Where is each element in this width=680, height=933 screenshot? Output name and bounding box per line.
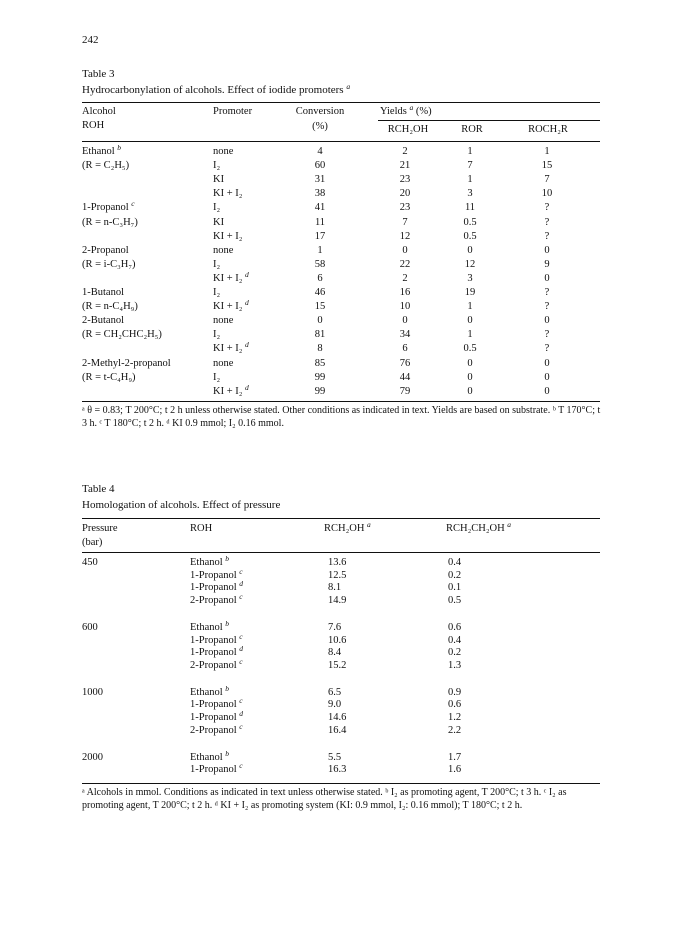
table3-promoter-cell: I₂ [213,329,221,341]
table4-roh-cell: Ethanol $^b$ [190,748,230,763]
table3-ror-cell: 1 [467,329,473,341]
table3-ror-cell: 12 [464,258,476,270]
table4-roh-cell: 2-Propanol $^c$ [190,656,243,671]
table3-header-yields: Yields $^a$ (%) [380,103,432,117]
table3-header-rule [82,141,600,142]
table3-conversion-cell: 60 [314,160,326,172]
table3-roch2r-cell: 9 [544,258,550,270]
table4-caption: Homologation of alcohols. Effect of pressure [82,499,281,511]
table4-roh-cell: 1-Propanol $^d$ [190,579,244,594]
table3-promoter-cell: none [213,146,234,157]
table4-top-rule [82,518,600,519]
table3-roch2r-cell: 7 [544,174,550,186]
table3-ror-cell: 0 [467,244,473,256]
table4-footnote: ᵃ Alcohols in mmol. Conditions as indicated in text unless otherwise stated. ᵇ I₂ as promoting agent, T 200°C; t 3 h. ᶜ I₂ as promoting agent, T 200°C; t 2 h. ᵈ KI + I₂ as promoting system (KI: 0.9 mmol, I₂: 0.16 mmol); T 180°C; t 2 h. [82,787,567,811]
table4-rch2ch2oh-cell: 1.7 [448,751,462,763]
table3-yields-rule [378,120,600,121]
table3-promoter-cell: none [213,315,234,327]
table4-rch2oh-cell: 14.9 [328,594,347,606]
table4-roh-cell: 2-Propanol $^c$ [190,591,243,606]
table3-rch2oh-cell: 2 [402,272,408,284]
table4-rch2ch2oh-cell: 0.2 [448,647,462,659]
table3-alcohol-cell: (R = n-C₄H₉) [82,301,138,313]
table3-promoter-cell: KI + I₂ $^d$ [213,269,249,284]
table3-ror-cell: 0 [467,371,473,383]
table3-rch2oh-cell: 12 [399,230,411,242]
table3-promoter-cell: KI [213,174,225,186]
table3-rch2oh-cell: 7 [402,216,408,228]
table3-conversion-cell: 99 [314,385,326,397]
table3-ror-cell: 7 [467,160,473,172]
table3-promoter-cell: I₂ [213,371,221,383]
table3-ror-cell: 0 [467,357,473,369]
table3-conversion-cell: 17 [314,230,326,242]
table3-promoter-cell: I₂ [213,287,221,298]
table3-promoter-cell: none [213,357,234,369]
table3-promoter-cell: KI + I₂ $^d$ [213,382,249,397]
table3-rch2oh-cell: 79 [399,385,411,397]
table3-promoter-cell: KI + I₂ $^d$ [213,340,249,355]
table3-roch2r-cell: ? [544,301,550,313]
table3-ror-cell: 11 [464,202,476,214]
table4-bottom-rule [82,783,600,784]
table4-header-roh: ROH [190,523,213,534]
table3-roch2r-cell: ? [544,216,550,228]
table4-roh-cell: Ethanol $^b$ [190,683,230,698]
table3-conversion-cell: 31 [314,174,326,186]
table3-conversion-cell: 81 [314,329,326,341]
table4-header-rule [82,552,600,553]
table3-ror-cell: 0 [467,315,473,327]
table3-header-ror: ROR [461,124,483,135]
table3-conversion-cell: 41 [314,202,326,214]
table4-rch2ch2oh-cell: 1.3 [448,659,462,671]
table4-roh-cell: 1-Propanol $^d$ [190,644,244,659]
table3-roch2r-cell: 1 [544,146,550,157]
table4-rch2oh-cell: 8.4 [328,647,342,659]
table3-ror-cell: 1 [467,174,473,186]
table3-roch2r-cell: 0 [544,244,550,256]
table4-pressure-cell: 1000 [82,686,103,698]
table4-rch2ch2oh-cell: 0.4 [448,634,462,646]
table3-header-conversion-unit: (%) [312,121,328,132]
table4-rch2ch2oh-cell: 0.6 [448,621,462,633]
table4-rch2oh-cell: 7.6 [328,621,342,633]
table3-promoter-cell: I₂ [213,160,221,172]
table3-promoter-cell: I₂ [213,258,221,270]
table3-alcohol-cell: (R = CH₂CHC₂H₅) [82,329,162,341]
table4-rch2oh-cell: 6.5 [328,686,342,698]
table4-rch2oh-cell: 8.1 [328,582,342,594]
table4-rch2oh-cell: 14.6 [328,712,347,723]
table4-header-rch2ch2oh: RCH₂CH₂OH $^a$ [446,520,512,534]
table4-rch2ch2oh-cell: 2.2 [448,724,462,736]
table4-rch2ch2oh-cell: 0.6 [448,699,462,711]
table3-bottom-rule [82,401,600,402]
table4-rch2oh-cell: 13.6 [328,557,347,568]
table3-roch2r-cell: 0 [544,357,550,369]
table3-roch2r-cell: 0 [544,385,550,397]
table4-roh-cell: 1-Propanol $^c$ [190,696,243,711]
table3-header-roh: ROH [82,120,105,131]
table4-roh-cell: 1-Propanol $^c$ [190,566,243,581]
table3-alcohol-cell: (R = t-C₄H₉) [82,371,136,383]
table3-roch2r-cell: 0 [544,371,550,383]
table4-pressure-cell: 450 [82,557,98,568]
table4-rch2oh-cell: 12.5 [328,569,347,581]
table4-rch2oh-cell: 16.3 [328,764,347,776]
table4-rch2ch2oh-cell: 0.5 [448,594,462,606]
table3-ror-cell: 0 [467,385,473,397]
table4-pressure-cell: 600 [82,621,98,633]
table3-conversion-cell: 85 [314,357,326,369]
table4-rch2oh-cell: 15.2 [328,659,347,671]
table4-header-pressure-unit: (bar) [82,537,103,548]
table3-rch2oh-cell: 34 [399,329,411,341]
table3-conversion-cell: 46 [314,287,326,298]
table3-label: Table 3 [82,68,115,80]
table3-promoter-cell: KI + I₂ [213,230,243,242]
table3-rch2oh-cell: 23 [399,202,411,214]
table3-rch2oh-cell: 10 [399,301,411,313]
table4-roh-cell: 1-Propanol $^c$ [190,761,243,776]
table3-roch2r-cell: 15 [541,160,553,172]
table3-conversion-cell: 0 [317,315,323,327]
table4-roh-cell: Ethanol $^b$ [190,554,230,568]
page-number: 242 [82,34,99,46]
table4-roh-cell: 1-Propanol $^c$ [190,631,243,646]
table3-rch2oh-cell: 16 [399,287,411,298]
table3-conversion-cell: 58 [314,258,326,270]
table4-rch2ch2oh-cell: 0.4 [448,557,462,568]
table3-header-rch2oh: RCH₂OH [387,124,429,135]
table4-label: Table 4 [82,483,115,495]
table3-promoter-cell: I₂ [213,202,221,214]
table4-roh-cell: 1-Propanol $^d$ [190,709,244,723]
table3-conversion-cell: 99 [314,371,326,383]
table3-roch2r-cell: ? [544,230,550,242]
table4-pressure-cell: 2000 [82,751,103,763]
table3-roch2r-cell: ? [544,343,550,355]
table3-rch2oh-cell: 23 [399,174,411,186]
table3-rch2oh-cell: 0 [402,244,408,256]
table3-rch2oh-cell: 22 [399,258,411,270]
table3-rch2oh-cell: 20 [399,188,411,200]
table3-roch2r-cell: 10 [541,188,553,200]
table3-ror-cell: 1 [467,301,473,313]
table3-alcohol-cell: (R = C₂H₅) [82,160,130,172]
table4-roh-cell: Ethanol $^b$ [190,618,230,633]
table3-rch2oh-cell: 2 [402,146,408,157]
table3-ror-cell: 1 [467,146,473,157]
table4-rch2oh-cell: 9.0 [328,699,342,711]
table3-alcohol-cell: (R = i-C₃H₇) [82,258,136,270]
table3-roch2r-cell: ? [544,287,550,298]
table3-caption: Hydrocarbonylation of alcohols. Effect of iodide promoters $^a$ [82,82,351,96]
table3-conversion-cell: 4 [317,146,323,157]
table3-ror-cell: 0.5 [463,343,477,355]
table3-conversion-cell: 8 [317,343,323,355]
table3-rch2oh-cell: 6 [402,343,408,355]
table3-alcohol-cell: 1-Butanol [82,287,124,298]
table3-roch2r-cell: 0 [544,315,550,327]
table3-promoter-cell: KI + I₂ $^d$ [213,298,249,313]
table3-roch2r-cell: 0 [544,272,550,284]
table4-rch2ch2oh-cell: 1.2 [448,712,462,723]
table3-header-alcohol: Alcohol [82,106,116,117]
table3-conversion-cell: 1 [317,244,323,256]
table3-header-promoter: Promoter [213,106,253,117]
table3-header-roch2r: ROCH₂R [528,124,568,135]
table4-rch2ch2oh-cell: 1.6 [448,764,462,776]
table3-promoter-cell: none [213,244,234,256]
table3-rch2oh-cell: 0 [402,315,408,327]
table4-rch2oh-cell: 16.4 [328,724,347,736]
table4-rch2ch2oh-cell: 0.2 [448,569,462,581]
table4-rch2oh-cell: 10.6 [328,634,347,646]
table3-header-conversion: Conversion [295,106,345,117]
table3-ror-cell: 3 [467,272,473,284]
table3-promoter-cell: KI [213,216,225,228]
table3-promoter-cell: KI + I₂ [213,188,243,200]
table3-roch2r-cell: ? [544,329,550,341]
table4-rch2ch2oh-cell: 0.9 [448,686,462,698]
table3-ror-cell: 3 [467,188,473,200]
table3-rch2oh-cell: 76 [399,357,411,369]
table4-header-rch2oh: RCH₂OH $^a$ [324,520,371,534]
table3-ror-cell: 19 [464,287,476,298]
table4-rch2oh-cell: 5.5 [328,751,342,763]
table4-header-pressure: Pressure [82,523,118,534]
table4-rch2ch2oh-cell: 0.1 [448,582,462,594]
table3-ror-cell: 0.5 [463,216,477,228]
table4-roh-cell: 2-Propanol $^c$ [190,721,243,736]
table3-ror-cell: 0.5 [463,230,477,242]
table3-alcohol-cell: 1-Propanol $^c$ [82,199,135,214]
table3-alcohol-cell: 2-Butanol [82,315,124,327]
table3-alcohol-cell: 2-Methyl-2-propanol [82,357,171,369]
table3-top-rule [82,102,600,103]
table3-footnote: ᵃ θ = 0.83; T 200°C; t 2 h unless otherwise stated. Other conditions as indicated in text. Yields are based on substrate. ᵇ T 170°C; t 3 h. ᶜ T 180°C; t 2 h. ᵈ KI 0.9 mmol; I₂ 0.16 mmol. [82,405,601,429]
table3-rch2oh-cell: 44 [399,371,411,383]
table3-alcohol-cell: Ethanol $^b$ [82,143,122,157]
table3-conversion-cell: 11 [314,216,326,228]
table3-alcohol-cell: (R = n-C₃H₇) [82,216,138,228]
table3-rch2oh-cell: 21 [399,160,411,172]
table3-conversion-cell: 6 [317,272,323,284]
table3-alcohol-cell: 2-Propanol [82,244,129,256]
table3-roch2r-cell: ? [544,202,550,214]
table3-conversion-cell: 15 [314,301,326,313]
table3-conversion-cell: 38 [314,188,326,200]
